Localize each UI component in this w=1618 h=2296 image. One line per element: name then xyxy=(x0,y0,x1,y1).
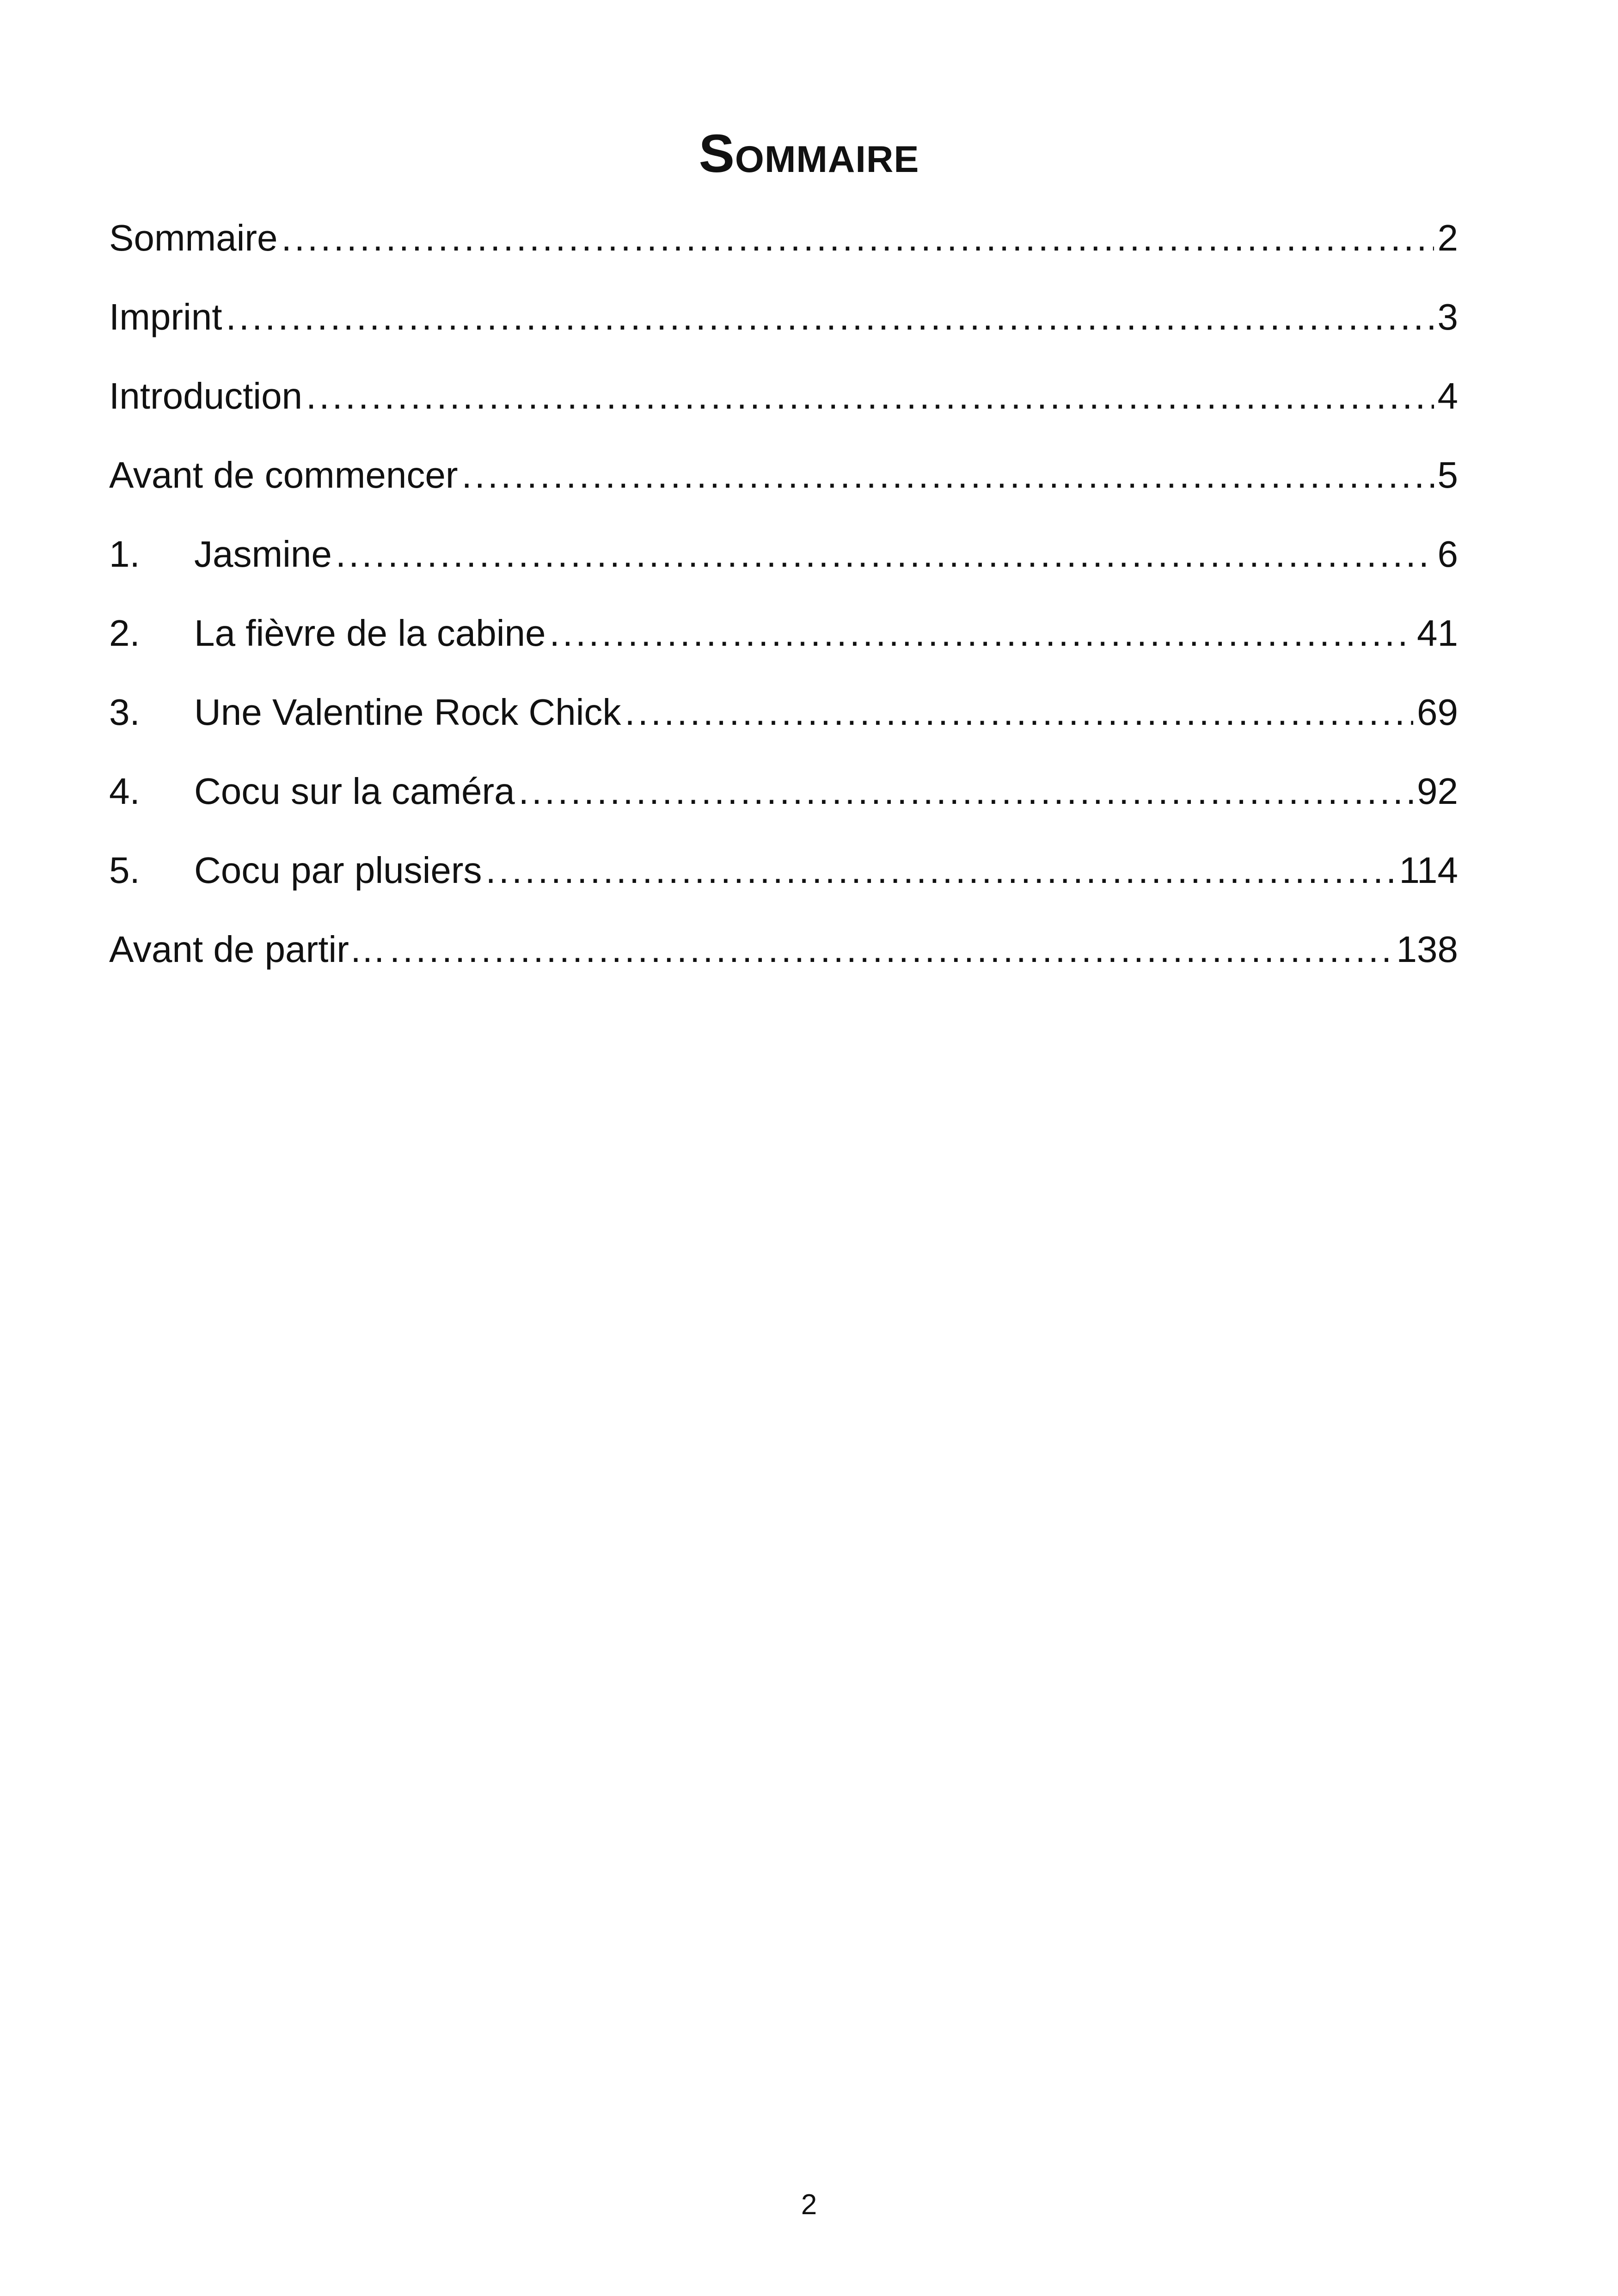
toc-entry-number: 2. xyxy=(109,612,140,654)
toc-entry-page: 3 xyxy=(1437,296,1458,337)
toc-dot-leader xyxy=(226,292,1434,343)
toc-entry-page: 114 xyxy=(1399,850,1458,891)
toc-dot-leader xyxy=(625,687,1413,738)
toc-entry-label: Sommaire xyxy=(109,217,278,258)
toc-entry-number: 4. xyxy=(109,771,140,812)
toc-entry-page: 69 xyxy=(1417,692,1458,733)
toc-entry-number: 1. xyxy=(109,533,140,575)
page-title: Sommaire xyxy=(699,123,919,184)
toc-dot-leader xyxy=(461,450,1434,501)
toc-dot-leader xyxy=(306,371,1434,422)
toc-dot-leader xyxy=(550,608,1414,659)
toc-entry-page: 4 xyxy=(1437,375,1458,416)
toc-entry-label: Avant de partir… xyxy=(109,929,386,970)
toc-entry-label: Cocu sur la caméra xyxy=(194,771,515,812)
page-number: 2 xyxy=(801,2189,817,2221)
toc-dot-leader xyxy=(336,529,1434,580)
toc-entry-label: Imprint xyxy=(109,296,222,337)
toc-entry-label: Avant de commencer xyxy=(109,454,458,496)
toc-entry-label: Cocu par plusiers xyxy=(194,850,482,891)
toc-entry-chapter-5[interactable] xyxy=(109,845,1458,924)
toc-entry-page: 138 xyxy=(1396,929,1458,970)
toc-entry-avant-de-partir[interactable] xyxy=(109,924,1458,1003)
toc-entry-page: 6 xyxy=(1437,533,1458,575)
toc-entry-page: 2 xyxy=(1437,217,1458,258)
toc-entry-number: 3. xyxy=(109,692,140,733)
toc-entry-label: Jasmine xyxy=(194,533,332,575)
toc-entry-chapter-4[interactable] xyxy=(109,766,1458,845)
toc-entry-chapter-1[interactable] xyxy=(109,529,1458,608)
toc-dot-leader xyxy=(486,845,1396,896)
toc-entry-avant-de-commencer[interactable] xyxy=(109,450,1458,529)
toc-entry-introduction[interactable] xyxy=(109,371,1458,450)
toc-dot-leader xyxy=(519,766,1413,817)
toc-entry-page: 92 xyxy=(1417,771,1458,812)
toc-entry-label: La fièvre de la cabine xyxy=(194,612,546,654)
toc-entry-imprint[interactable] xyxy=(109,292,1458,371)
toc-entry-chapter-2[interactable] xyxy=(109,608,1458,687)
toc-entry-page: 41 xyxy=(1417,612,1458,654)
toc-entry-sommaire[interactable] xyxy=(109,213,1458,292)
table-of-contents xyxy=(109,213,1458,1003)
toc-dot-leader xyxy=(390,924,1393,975)
toc-entry-page: 5 xyxy=(1437,454,1458,496)
toc-entry-number: 5. xyxy=(109,850,140,891)
toc-entry-chapter-3[interactable] xyxy=(109,687,1458,766)
toc-entry-label: Introduction xyxy=(109,375,303,416)
toc-entry-label: Une Valentine Rock Chick xyxy=(194,692,621,733)
toc-dot-leader xyxy=(282,213,1434,263)
